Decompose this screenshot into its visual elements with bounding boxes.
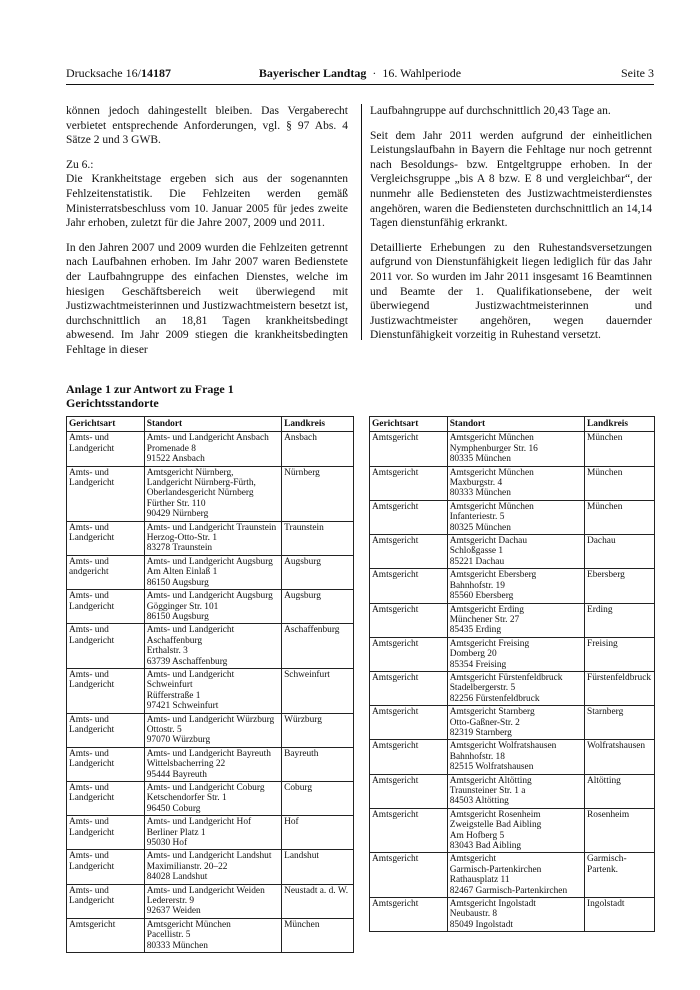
table-row (370, 603, 655, 637)
anlage-subtitle: Gerichtsstandorte (66, 396, 159, 410)
address-line: 91522 Ansbach (146, 454, 205, 465)
page-number: Seite 3 (621, 66, 654, 80)
anlage-title: Anlage 1 zur Antwort zu Frage 1 (66, 382, 234, 396)
address-line: Amts- und Landgericht (146, 669, 235, 680)
table-row (370, 706, 655, 740)
cell-standort (144, 555, 281, 589)
column-divider (361, 104, 362, 340)
cell-landkreis: Coburg (282, 782, 354, 816)
address-line: Amtsgericht Dachau (449, 536, 528, 547)
paragraph: Detaillierte Erhebungen zu den Ruhestandsversetzungen aufgrund von Dienstunfähigkeit liegen lediglich für das Jahr 2011 vor. So wurden im Jahr 2011 insgesamt 16 Beamtinnen und Beamte der 1. Qualifikationsebene, der weit überwiegend Justizwachtmeisterinnen und Justizwachtmeister angehören, wegen dauernder Dienstunfähigkeit vorzeitig in Ruhestand versetzt. (370, 241, 652, 342)
address-line: Erthalstr. 3 (146, 646, 188, 657)
address-line: Berliner Platz 1 (146, 827, 206, 838)
address-line: Amtsgericht Rosenheim (449, 809, 541, 820)
cell-landkreis: Neustadt a. d. W. (282, 884, 354, 918)
address-line: 97421 Schweinfurt (146, 701, 219, 712)
address-line: 92637 Weiden (146, 906, 201, 917)
address-line: 86150 Augsburg (146, 577, 209, 588)
parliament-name: Bayerischer Landtag (258, 66, 367, 80)
table-row (67, 624, 354, 669)
address-line: Münchener Str. 27 (449, 614, 520, 625)
table-row (67, 466, 354, 521)
table-header-row (67, 417, 354, 432)
address-line: 95030 Hof (146, 838, 188, 849)
address-line: Amtsgericht Starnberg (449, 707, 535, 718)
cell-gerichtsart: Amtsgericht (370, 535, 448, 569)
cell-standort (447, 774, 584, 808)
cell-gerichtsart: Amtsgericht (370, 898, 448, 932)
table-row (67, 521, 354, 555)
cell-gerichtsart: Amtsgericht (370, 569, 448, 603)
cell-gerichtsart: Amtsgericht (370, 706, 448, 740)
cell-standort (447, 671, 584, 705)
cell-standort (144, 624, 281, 669)
address-line: Am Alten Einlaß 1 (146, 567, 218, 578)
table-row (370, 500, 655, 534)
cell-landkreis: Garmisch-Partenk. (585, 853, 655, 898)
address-line: Infanteriestr. 5 (449, 512, 505, 523)
cell-landkreis: Ingolstadt (585, 898, 655, 932)
address-line: 83278 Traunstein (146, 543, 213, 554)
table-row (370, 808, 655, 853)
cell-standort (447, 500, 584, 534)
table-row (370, 637, 655, 671)
cell-landkreis: Bayreuth (282, 747, 354, 781)
address-line: 90429 Nürnberg (146, 509, 209, 520)
cell-landkreis: Schweinfurt (282, 668, 354, 713)
cell-landkreis: Rosenheim (585, 808, 655, 853)
cell-gerichtsart: Amts- und Landgericht (67, 590, 145, 624)
paragraph: In den Jahren 2007 und 2009 wurden die Fehlzeiten getrennt nach Laufbahnen erhoben. Im Jahr 2007 waren Bedienstete der Laufbahngruppe des einfachen Dienstes, welche im hiesigen Geschäftsbereich weit überwiegend mit Justizwachtmeisterinnen und Justizwachtmeistern besetzt ist, durchschnittlich an 18,81 Tagen krankheitsbedingt abwesend. Im Jahr 2009 stiegen die krankheitsbedingten Fehltage in dieser (66, 241, 348, 356)
address-line: 80333 München (146, 940, 208, 951)
address-line: Amtsgericht Nürnberg, (146, 467, 234, 478)
address-line: 86150 Augsburg (146, 611, 209, 622)
address-line: Am Hofberg 5 (449, 830, 505, 841)
table-row (67, 816, 354, 850)
address-line: Schloßgasse 1 (449, 546, 504, 557)
address-line: 63739 Aschaffenburg (146, 656, 228, 667)
address-line: 96450 Coburg (146, 803, 201, 814)
cell-landkreis: Altötting (585, 774, 655, 808)
column-header-landkreis: Landkreis (282, 417, 354, 432)
table-row (67, 850, 354, 884)
address-line: Amts- und Landgericht Augsburg (146, 556, 273, 567)
cell-standort (447, 466, 584, 500)
address-line: Amts- und Landgericht Ansbach (146, 433, 269, 444)
table-row (370, 898, 655, 932)
cell-standort (144, 816, 281, 850)
address-line: 84503 Altötting (449, 796, 509, 807)
table-row (370, 671, 655, 705)
address-line: 82515 Wolfratshausen (449, 762, 534, 773)
column-header-gerichtsart: Gerichtsart (67, 417, 145, 432)
cell-standort (447, 432, 584, 466)
legislative-period: 16. Wahlperiode (382, 66, 462, 80)
cell-landkreis: Fürstenfeldbruck (585, 671, 655, 705)
court-table-left (66, 416, 354, 953)
table-row (67, 884, 354, 918)
address-line: Neubaustr. 8 (449, 909, 498, 920)
address-line: 97070 Würzburg (146, 735, 211, 746)
address-line: Oberlandesgericht Nürnberg (146, 488, 254, 499)
table-row (370, 774, 655, 808)
table-row (370, 569, 655, 603)
address-line: Amtsgericht Erding (449, 604, 524, 615)
address-line: Amts- und Landgericht (146, 625, 235, 636)
address-line: Amtsgericht Fürstenfeldbruck (449, 672, 563, 683)
address-line: Amtsgericht Ingolstadt (449, 899, 536, 910)
address-line: 85560 Ebersberg (449, 591, 514, 602)
cell-gerichtsart: Amtsgericht (370, 603, 448, 637)
cell-standort (144, 466, 281, 521)
column-header-landkreis: Landkreis (585, 417, 655, 432)
address-line: Gögginger Str. 101 (146, 601, 219, 612)
address-line: Amtsgericht Altötting (449, 775, 532, 786)
table-row (67, 432, 354, 466)
address-line: Herzog-Otto-Str. 1 (146, 533, 218, 544)
address-line: Otto-Gaßner-Str. 2 (449, 717, 520, 728)
address-line: Traunsteiner Str. 1 a (449, 786, 526, 796)
address-line: Zweigstelle Bad Aibling (449, 820, 542, 831)
cell-landkreis: Freising (585, 637, 655, 671)
address-line: 80333 München (449, 488, 511, 499)
cell-gerichtsart: Amtsgericht (67, 918, 145, 952)
address-line: 82467 Garmisch-Partenkirchen (449, 885, 568, 896)
cell-standort (144, 713, 281, 747)
address-line: Ottostr. 5 (146, 724, 182, 735)
address-line: 82319 Starnberg (449, 727, 512, 738)
address-line: Amtsgericht München (449, 501, 534, 512)
address-line: Garmisch-Partenkirchen (449, 864, 542, 875)
address-line: Maximilianstr. 20–22 (146, 861, 228, 872)
cell-gerichtsart: Amts- und andgericht (67, 555, 145, 589)
address-line: Rüfferstraße 1 (146, 690, 201, 701)
column-header-gerichtsart: Gerichtsart (370, 417, 448, 432)
header-rule (66, 84, 654, 85)
address-line: Pacellistr. 5 (146, 930, 191, 941)
table-header-row (370, 417, 655, 432)
table-row (370, 432, 655, 466)
cell-standort (144, 918, 281, 952)
cell-standort (447, 637, 584, 671)
cell-gerichtsart: Amts- und Landgericht (67, 521, 145, 555)
address-line: 85221 Dachau (449, 556, 505, 567)
address-line: Bahnhofstr. 19 (449, 580, 505, 591)
address-line: Domberg 20 (449, 649, 497, 660)
address-line: 95444 Bayreuth (146, 769, 207, 780)
table-row (67, 747, 354, 781)
cell-landkreis: Ansbach (282, 432, 354, 466)
address-line: Amtsgericht München (449, 467, 534, 478)
cell-standort (447, 603, 584, 637)
cell-landkreis: München (585, 500, 655, 534)
cell-landkreis: Wolfratshausen (585, 740, 655, 774)
cell-standort (447, 706, 584, 740)
cell-landkreis: Starnberg (585, 706, 655, 740)
address-line: Amtsgericht (449, 854, 497, 865)
column-header-standort: Standort (144, 417, 281, 432)
cell-landkreis: Augsburg (282, 590, 354, 624)
paragraph: Laufbahngruppe auf durchschnittlich 20,43 Tage an. (370, 105, 611, 117)
cell-landkreis: München (585, 432, 655, 466)
doc-number: 14187 (140, 66, 171, 80)
cell-landkreis: Ebersberg (585, 569, 655, 603)
address-line: Promenade 8 (146, 443, 196, 454)
cell-landkreis: Nürnberg (282, 466, 354, 521)
cell-standort (447, 853, 584, 898)
address-line: Amts- und Landgericht Landshut (146, 851, 272, 862)
address-line: 83043 Bad Aibling (449, 841, 522, 852)
table-row (67, 918, 354, 952)
section-label: Zu 6.: (66, 158, 94, 171)
address-line: Amts- und Landgericht Augsburg (146, 591, 273, 602)
paragraph: können jedoch dahingestellt bleiben. Das Vergaberecht verbietet entsprechende Anforderungen, vgl. § 97 Abs. 4 Sätze 2 und 3 GWB. (66, 105, 348, 147)
anlage-heading (66, 382, 366, 410)
cell-gerichtsart: Amtsgericht (370, 740, 448, 774)
cell-standort (447, 740, 584, 774)
address-line: Ketschendorfer Str. 1 (146, 793, 227, 804)
cell-standort (447, 808, 584, 853)
table-row (370, 853, 655, 898)
cell-landkreis: München (282, 918, 354, 952)
address-line: Amtsgericht Ebersberg (449, 570, 537, 581)
address-line: Amtsgericht München (146, 919, 231, 930)
column-header-standort: Standort (447, 417, 584, 432)
doc-prefix: Drucksache 16/ (66, 66, 141, 80)
page-header (66, 65, 654, 81)
address-line: 80325 München (449, 522, 511, 533)
table-row (67, 590, 354, 624)
address-line: Landgericht Nürnberg-Fürth, (146, 478, 256, 489)
cell-gerichtsart: Amtsgericht (370, 671, 448, 705)
address-line: Amts- und Landgericht Würzburg (146, 714, 275, 725)
address-line: Amts- und Landgericht Coburg (146, 783, 265, 793)
address-line: Amtsgericht Freising (449, 638, 530, 649)
cell-standort (447, 535, 584, 569)
address-line: Amtsgericht München (449, 433, 534, 444)
table-row (67, 668, 354, 713)
cell-gerichtsart: Amtsgericht (370, 500, 448, 534)
cell-landkreis: Landshut (282, 850, 354, 884)
address-line: Nymphenburger Str. 16 (449, 443, 538, 454)
cell-gerichtsart: Amts- und Landgericht (67, 432, 145, 466)
cell-standort (447, 569, 584, 603)
paragraph: Seit dem Jahr 2011 werden aufgrund der einheitlichen Leistungslaufbahn in Bayern die Fehltage nur noch getrennt nach Besoldungs- bzw. Entgeltgruppe erhoben. In der Vergleichsgruppe „bis A 8 bzw. E 8 und vergleichbar“, der nunmehr alle Bediensteten des Justizwachtmeisterdienstes angehören, waren die Bediensteten durchschnittlich an 14,14 Tagen dienstunfähig erkrankt. (370, 129, 652, 230)
table-row (67, 555, 354, 589)
address-line: Aschaffenburg (146, 635, 203, 646)
cell-landkreis: Erding (585, 603, 655, 637)
table-row (370, 535, 655, 569)
address-line: Bahnhofstr. 18 (449, 751, 505, 762)
address-line: Amts- und Landgericht Weiden (146, 885, 265, 896)
address-line: 82256 Fürstenfeldbruck (449, 693, 540, 704)
cell-gerichtsart: Amts- und Landgericht (67, 466, 145, 521)
cell-gerichtsart: Amtsgericht (370, 637, 448, 671)
address-line: Rathausplatz 11 (449, 875, 510, 886)
cell-gerichtsart: Amtsgericht (370, 774, 448, 808)
address-line: Schweinfurt (146, 680, 193, 691)
cell-landkreis: Hof (282, 816, 354, 850)
text-column-right (370, 104, 652, 353)
cell-gerichtsart: Amtsgericht (370, 853, 448, 898)
address-line: Maxburgstr. 4 (449, 478, 503, 489)
table-row (67, 782, 354, 816)
address-line: Amts- und Landgericht Hof (146, 817, 252, 828)
cell-standort (144, 747, 281, 781)
cell-standort (144, 884, 281, 918)
cell-gerichtsart: Amts- und Landgericht (67, 850, 145, 884)
address-line: 84028 Landshut (146, 872, 208, 883)
text-column-left (66, 104, 348, 368)
cell-gerichtsart: Amts- und Landgericht (67, 884, 145, 918)
cell-gerichtsart: Amtsgericht (370, 466, 448, 500)
cell-standort (144, 521, 281, 555)
address-line: Amtsgericht Wolfratshausen (449, 741, 557, 752)
cell-standort (144, 432, 281, 466)
cell-gerichtsart: Amts- und Landgericht (67, 747, 145, 781)
address-line: Fürther Str. 110 (146, 498, 206, 509)
cell-gerichtsart: Amts- und Landgericht (67, 624, 145, 669)
cell-landkreis: Augsburg (282, 555, 354, 589)
cell-standort (447, 898, 584, 932)
cell-landkreis: Würzburg (282, 713, 354, 747)
table-row (370, 466, 655, 500)
header-separator: · (372, 66, 377, 80)
address-line: Wittelsbacherring 22 (146, 759, 226, 770)
paragraph: Die Krankheitstage ergeben sich aus der sogenannten Fehlzeitenstatistik. Die Fehlzeiten werden gemäß Ministerratsbeschluss vom 10. Januar 2005 für jedes zweite Jahr erhoben, zuletzt für die Jahre 2007, 2009 und 2011. (66, 173, 348, 230)
table-row (67, 713, 354, 747)
cell-landkreis: Traunstein (282, 521, 354, 555)
cell-landkreis: Dachau (585, 535, 655, 569)
address-line: Amts- und Landgericht Bayreuth (146, 748, 271, 759)
cell-gerichtsart: Amtsgericht (370, 808, 448, 853)
address-line: Amts- und Landgericht Traunstein (146, 522, 277, 533)
address-line: 85354 Freising (449, 659, 507, 670)
cell-gerichtsart: Amts- und Landgericht (67, 713, 145, 747)
address-line: 80335 München (449, 454, 511, 465)
cell-standort (144, 590, 281, 624)
cell-landkreis: München (585, 466, 655, 500)
address-line: Stadelbergerstr. 5 (449, 683, 516, 694)
address-line: Ledererstr. 9 (146, 896, 195, 907)
court-table-right (369, 416, 655, 932)
cell-gerichtsart: Amts- und Landgericht (67, 668, 145, 713)
cell-standort (144, 782, 281, 816)
parliament-line (66, 65, 654, 81)
cell-landkreis: Aschaffenburg (282, 624, 354, 669)
cell-gerichtsart: Amtsgericht (370, 432, 448, 466)
table-row (370, 740, 655, 774)
cell-gerichtsart: Amts- und Landgericht (67, 816, 145, 850)
cell-standort (144, 668, 281, 713)
address-line: 85435 Erding (449, 625, 502, 636)
cell-gerichtsart: Amts- und Landgericht (67, 782, 145, 816)
address-line: 85049 Ingolstadt (449, 919, 513, 930)
cell-standort (144, 850, 281, 884)
